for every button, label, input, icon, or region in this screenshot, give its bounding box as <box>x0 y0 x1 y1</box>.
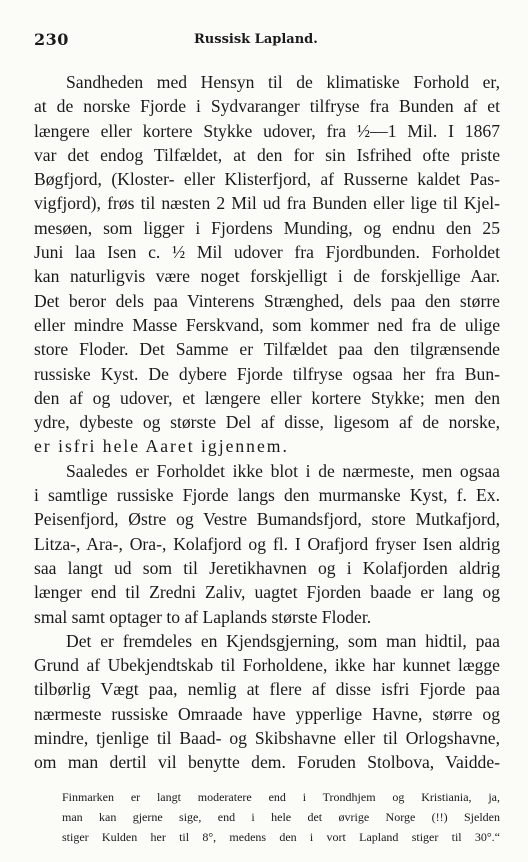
footnote-line: Finmarken er langt moderatere end i Trondhjem og Kristiania, ja, <box>62 789 500 804</box>
body-line: længer end til Zredni Zaliv, uagtet Fjorden baade er lang og <box>34 582 500 603</box>
running-head: Russisk Lapland. <box>194 32 318 47</box>
body-line: kan naturligvis være noget forskjelligt i de forskjellige Aar. <box>34 266 500 287</box>
body-line: var det endog Tilfældet, at den for sin Isfrihed ofte priste <box>34 144 500 165</box>
body-line: eller mindre Masse Ferskvand, som kommer ned fra de ulige <box>34 314 500 335</box>
body-line: vigfjord), frøs til næsten 2 Mil ud fra Bunden eller lige til Kjel- <box>34 193 500 214</box>
body-line: Det beror dels paa Vinterens Strænghed, dels paa den større <box>34 290 500 311</box>
body-line: store Floder. Det Samme er Tilfældet paa den tilgrænsende <box>34 339 500 360</box>
body-line: smal samt optager to af Laplands største Floder. <box>34 606 372 627</box>
footnote <box>34 787 500 847</box>
page-header <box>34 30 500 52</box>
body-line: ydre, dybeste og største Del af disse, ligesom af de norske, <box>34 412 500 433</box>
page-number: 230 <box>34 30 69 49</box>
body-line: Litza-, Ara-, Ora-, Kolafjord og fl. I Orafjord fryser Isen aldrig <box>34 533 500 554</box>
body-line: om man dertil vil benytte dem. Foruden Stolbova, Vaidde- <box>34 752 500 773</box>
body-line: nærmeste russiske Omraade have ypperlige Havne, større og <box>34 703 500 724</box>
body-line: længere eller kortere Stykke udover, fra ½—1 Mil. I 1867 <box>34 120 500 141</box>
body-line: russiske Kyst. De dybere Fjorde tilfryse ogsaa her fra Bun- <box>34 363 500 384</box>
body-line: at de norske Fjorde i Sydvaranger tilfryse fra Bunden af et <box>34 96 500 117</box>
body-text <box>34 70 500 775</box>
footnote-line: man kan gjerne sige, end i hele det øvrige Norge (!!) Sjelden <box>62 809 500 824</box>
body-line: Saaledes er Forholdet ikke blot i de nærmeste, men ogsaa <box>66 460 500 481</box>
body-line: Juni laa Isen c. ½ Mil udover fra Fjordbunden. Forholdet <box>34 242 500 263</box>
body-line: Sandheden med Hensyn til de klimatiske Forhold er, <box>66 72 500 92</box>
body-line: mindre, tjenlige til Baad- og Skibshavne eller til Orlogshavne, <box>34 728 500 749</box>
body-line: den af og udover, et længere eller kortere Stykke; men den <box>34 387 500 408</box>
body-line: Det er fremdeles en Kjendsgjerning, som man hidtil, paa <box>66 630 500 651</box>
footnote-line: stiger Kulden her til 8°, medens den i vort Lapland stiger til 30°.“ <box>62 829 500 844</box>
body-line: Peisenfjord, Østre og Vestre Bumandsfjord, store Mutkafjord, <box>34 509 500 530</box>
body-line: saa langt ud som til Jeretikhavnen og i Kolafjorden aldrig <box>34 557 500 578</box>
body-line: er isfri hele Aaret igjennem. <box>34 436 289 457</box>
body-line: mesøen, som ligger i Fjordens Munding, og endnu den 25 <box>34 217 500 238</box>
body-line: i samtlige russiske Fjorde langs den murmanske Kyst, f. Ex. <box>34 485 500 506</box>
body-line: Bøgfjord, (Kloster- eller Klisterfjord, af Russerne kaldet Pas- <box>34 169 500 190</box>
body-line: tilbørlig Vægt paa, nemlig at flere af disse isfri Fjorde paa <box>34 679 500 700</box>
body-line: Grund af Ubekjendtskab til Forholdene, ikke har kunnet lægge <box>34 655 500 676</box>
